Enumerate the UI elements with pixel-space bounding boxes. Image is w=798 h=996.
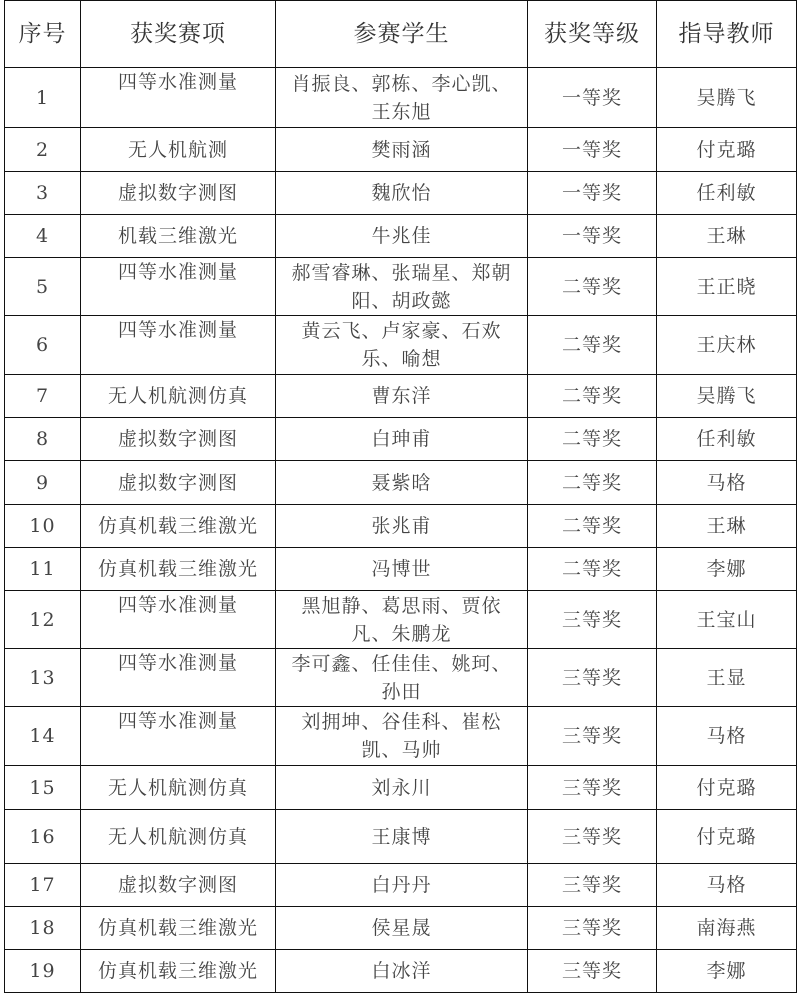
row-number: 13 <box>5 649 81 707</box>
award-level: 一等奖 <box>528 128 657 172</box>
award-level: 三等奖 <box>528 591 657 649</box>
teacher: 吴腾飞 <box>657 68 797 128</box>
students: 郝雪睿琳、张瑞星、郑朝阳、胡政懿 <box>276 258 528 316</box>
row-number: 2 <box>5 128 81 172</box>
students: 刘拥坤、谷佳科、崔松凯、马帅 <box>276 707 528 766</box>
award-event: 四等水准测量 <box>81 707 276 766</box>
award-level: 二等奖 <box>528 258 657 316</box>
award-event: 虚拟数字测图 <box>81 172 276 215</box>
row-number: 3 <box>5 172 81 215</box>
table-row <box>5 548 797 591</box>
header-event: 获奖赛项 <box>81 1 276 68</box>
header-level: 获奖等级 <box>528 1 657 68</box>
table-row <box>5 591 797 649</box>
students: 牛兆佳 <box>276 215 528 258</box>
table-row <box>5 649 797 707</box>
teacher: 王琳 <box>657 505 797 548</box>
award-level: 一等奖 <box>528 68 657 128</box>
table-body <box>5 68 797 993</box>
row-number: 10 <box>5 505 81 548</box>
row-number: 15 <box>5 766 81 810</box>
award-event: 四等水准测量 <box>81 591 276 649</box>
students: 黄云飞、卢家豪、石欢乐、喻想 <box>276 316 528 375</box>
row-number: 1 <box>5 68 81 128</box>
students: 肖振良、郭栋、李心凯、王东旭 <box>276 68 528 128</box>
award-event: 仿真机载三维激光 <box>81 950 276 993</box>
table-row <box>5 505 797 548</box>
students: 聂紫晗 <box>276 461 528 505</box>
award-level: 三等奖 <box>528 810 657 864</box>
table-row <box>5 68 797 128</box>
row-number: 11 <box>5 548 81 591</box>
row-number: 5 <box>5 258 81 316</box>
table-row <box>5 316 797 375</box>
header-students: 参赛学生 <box>276 1 528 68</box>
teacher: 南海燕 <box>657 907 797 950</box>
table-row <box>5 215 797 258</box>
award-level: 三等奖 <box>528 907 657 950</box>
row-number: 9 <box>5 461 81 505</box>
table-row <box>5 950 797 993</box>
award-event: 仿真机载三维激光 <box>81 505 276 548</box>
award-level: 二等奖 <box>528 548 657 591</box>
students: 曹东洋 <box>276 375 528 418</box>
teacher: 王显 <box>657 649 797 707</box>
students: 李可鑫、任佳佳、姚珂、孙田 <box>276 649 528 707</box>
students: 侯星晟 <box>276 907 528 950</box>
header-teacher: 指导教师 <box>657 1 797 68</box>
award-event: 四等水准测量 <box>81 649 276 707</box>
awards-table <box>4 0 797 993</box>
table-row <box>5 864 797 907</box>
award-event: 无人机航测仿真 <box>81 375 276 418</box>
table-row <box>5 810 797 864</box>
teacher: 王琳 <box>657 215 797 258</box>
award-event: 仿真机载三维激光 <box>81 907 276 950</box>
students: 白丹丹 <box>276 864 528 907</box>
award-event: 四等水准测量 <box>81 316 276 375</box>
table-row <box>5 907 797 950</box>
award-event: 仿真机载三维激光 <box>81 548 276 591</box>
header-number: 序号 <box>5 1 81 68</box>
teacher: 李娜 <box>657 548 797 591</box>
award-level: 三等奖 <box>528 864 657 907</box>
teacher: 王宝山 <box>657 591 797 649</box>
table-row <box>5 258 797 316</box>
teacher: 任利敏 <box>657 418 797 461</box>
students: 白冰洋 <box>276 950 528 993</box>
row-number: 8 <box>5 418 81 461</box>
students: 王康博 <box>276 810 528 864</box>
award-event: 无人机航测仿真 <box>81 810 276 864</box>
table-row <box>5 707 797 766</box>
row-number: 6 <box>5 316 81 375</box>
award-event: 虚拟数字测图 <box>81 864 276 907</box>
students: 樊雨涵 <box>276 128 528 172</box>
award-event: 虚拟数字测图 <box>81 461 276 505</box>
award-level: 二等奖 <box>528 316 657 375</box>
award-level: 二等奖 <box>528 418 657 461</box>
teacher: 王正晓 <box>657 258 797 316</box>
teacher: 吴腾飞 <box>657 375 797 418</box>
award-event: 机载三维激光 <box>81 215 276 258</box>
teacher: 王庆林 <box>657 316 797 375</box>
teacher: 付克璐 <box>657 810 797 864</box>
table-row <box>5 375 797 418</box>
award-event: 四等水准测量 <box>81 258 276 316</box>
teacher: 马格 <box>657 461 797 505</box>
table-row <box>5 418 797 461</box>
teacher: 付克璐 <box>657 128 797 172</box>
teacher: 李娜 <box>657 950 797 993</box>
row-number: 14 <box>5 707 81 766</box>
teacher: 马格 <box>657 864 797 907</box>
award-event: 虚拟数字测图 <box>81 418 276 461</box>
table-row <box>5 172 797 215</box>
row-number: 12 <box>5 591 81 649</box>
row-number: 7 <box>5 375 81 418</box>
award-level: 一等奖 <box>528 215 657 258</box>
award-level: 三等奖 <box>528 649 657 707</box>
students: 黑旭静、葛思雨、贾依凡、朱鹏龙 <box>276 591 528 649</box>
table-row <box>5 766 797 810</box>
teacher: 任利敏 <box>657 172 797 215</box>
teacher: 马格 <box>657 707 797 766</box>
award-event: 无人机航测 <box>81 128 276 172</box>
award-level: 二等奖 <box>528 461 657 505</box>
students: 张兆甫 <box>276 505 528 548</box>
award-level: 三等奖 <box>528 766 657 810</box>
row-number: 4 <box>5 215 81 258</box>
header-row <box>5 1 797 68</box>
students: 白珅甫 <box>276 418 528 461</box>
table-row <box>5 461 797 505</box>
teacher: 付克璐 <box>657 766 797 810</box>
award-event: 四等水准测量 <box>81 68 276 128</box>
award-level: 二等奖 <box>528 505 657 548</box>
row-number: 16 <box>5 810 81 864</box>
students: 刘永川 <box>276 766 528 810</box>
award-event: 无人机航测仿真 <box>81 766 276 810</box>
award-level: 三等奖 <box>528 707 657 766</box>
row-number: 19 <box>5 950 81 993</box>
row-number: 18 <box>5 907 81 950</box>
students: 冯博世 <box>276 548 528 591</box>
table-row <box>5 128 797 172</box>
students: 魏欣怡 <box>276 172 528 215</box>
award-level: 二等奖 <box>528 375 657 418</box>
award-level: 三等奖 <box>528 950 657 993</box>
award-level: 一等奖 <box>528 172 657 215</box>
row-number: 17 <box>5 864 81 907</box>
